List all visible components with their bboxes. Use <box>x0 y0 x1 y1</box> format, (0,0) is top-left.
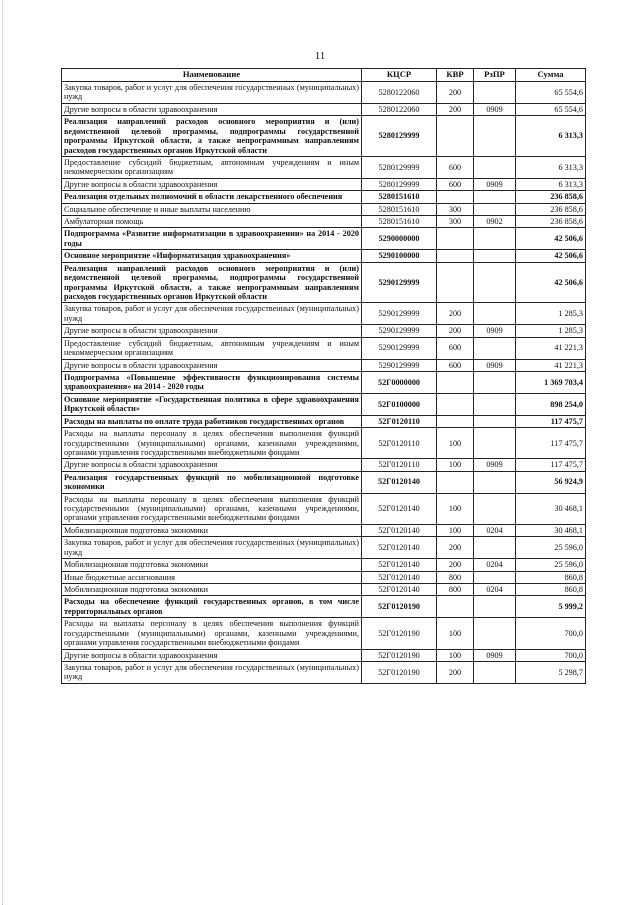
header-sum: Сумма <box>516 69 586 82</box>
row-rzpr <box>474 82 516 104</box>
row-kcsr: 5280129999 <box>362 178 437 190</box>
row-kcsr: 52Г0120190 <box>362 596 437 618</box>
row-name: Основное мероприятие «Информатизация здравоохранения» <box>62 250 362 262</box>
row-sum: 860,8 <box>516 571 586 583</box>
row-rzpr <box>474 618 516 649</box>
row-kcsr: 5280151610 <box>362 203 437 215</box>
row-rzpr: 0909 <box>474 649 516 661</box>
row-kvr: 200 <box>437 325 474 337</box>
header-kvr: КВР <box>437 69 474 82</box>
row-kvr <box>437 415 474 427</box>
row-rzpr: 0909 <box>474 459 516 471</box>
table-row <box>62 571 586 583</box>
row-kvr <box>437 250 474 262</box>
row-kcsr: 52Г0120140 <box>362 571 437 583</box>
row-name: Закупка товаров, работ и услуг для обеспечения государственных (муниципальных) нужд <box>62 303 362 325</box>
row-kcsr: 5290100000 <box>362 250 437 262</box>
row-kvr: 200 <box>437 82 474 104</box>
row-kcsr: 52Г0120140 <box>362 537 437 559</box>
row-sum: 1 369 703,4 <box>516 371 586 393</box>
table-row <box>62 371 586 393</box>
row-kcsr: 52Г0120110 <box>362 459 437 471</box>
row-kcsr: 5290129999 <box>362 359 437 371</box>
row-sum: 700,0 <box>516 618 586 649</box>
row-kvr: 100 <box>437 649 474 661</box>
table-row <box>62 250 586 262</box>
row-rzpr: 0902 <box>474 216 516 228</box>
table-row <box>62 524 586 536</box>
row-name: Реализация направлений расходов основного мероприятия и (или) ведомственной целевой программы, подпрограммы государственной программы Иркутской области, а также непрограммным направлениям расходов государственных органов Иркутской области <box>62 262 362 303</box>
row-rzpr <box>474 428 516 459</box>
row-rzpr: 0204 <box>474 583 516 595</box>
row-name: Предоставление субсидий бюджетным, автономным учреждениям и иным некоммерческим организациям <box>62 156 362 178</box>
row-kcsr: 52Г0120110 <box>362 428 437 459</box>
row-kvr: 800 <box>437 571 474 583</box>
row-rzpr: 0909 <box>474 359 516 371</box>
table-row <box>62 262 586 303</box>
row-kvr <box>437 262 474 303</box>
table-row <box>62 649 586 661</box>
row-name: Закупка товаров, работ и услуг для обеспечения государственных (муниципальных) нужд <box>62 82 362 104</box>
table-row <box>62 428 586 459</box>
row-rzpr: 0909 <box>474 103 516 115</box>
table-row <box>62 537 586 559</box>
row-kcsr: 52Г0120140 <box>362 493 437 524</box>
row-kvr: 100 <box>437 493 474 524</box>
row-sum: 236 858,6 <box>516 191 586 203</box>
row-name: Социальное обеспечение и иные выплаты населению <box>62 203 362 215</box>
row-kcsr: 5280129999 <box>362 156 437 178</box>
row-sum: 56 924,9 <box>516 471 586 493</box>
row-rzpr: 0204 <box>474 524 516 536</box>
row-kcsr: 52Г0120140 <box>362 524 437 536</box>
table-row <box>62 82 586 104</box>
row-rzpr <box>474 571 516 583</box>
table-row <box>62 116 586 157</box>
row-rzpr <box>474 393 516 415</box>
row-name: Другие вопросы в области здравоохранения <box>62 459 362 471</box>
row-rzpr <box>474 537 516 559</box>
row-sum: 898 254,0 <box>516 393 586 415</box>
row-kvr <box>437 228 474 250</box>
row-kcsr: 52Г0120190 <box>362 618 437 649</box>
table-row <box>62 325 586 337</box>
row-sum: 6 313,3 <box>516 178 586 190</box>
row-rzpr: 0909 <box>474 325 516 337</box>
row-sum: 30 468,1 <box>516 524 586 536</box>
row-sum: 25 596,0 <box>516 537 586 559</box>
row-name: Другие вопросы в области здравоохранения <box>62 325 362 337</box>
table-header-row <box>62 69 586 82</box>
row-kvr: 200 <box>437 303 474 325</box>
row-sum: 30 468,1 <box>516 493 586 524</box>
row-kvr: 600 <box>437 178 474 190</box>
row-rzpr <box>474 471 516 493</box>
row-kcsr: 5280151610 <box>362 216 437 228</box>
row-name: Мобилизационная подготовка экономики <box>62 559 362 571</box>
row-rzpr <box>474 191 516 203</box>
row-rzpr <box>474 415 516 427</box>
row-kvr: 600 <box>437 337 474 359</box>
row-rzpr <box>474 371 516 393</box>
row-name: Основное мероприятие «Государственная политика в сфере здравоохранения Иркутской области» <box>62 393 362 415</box>
row-kcsr: 52Г0120190 <box>362 661 437 683</box>
row-sum: 1 285,3 <box>516 325 586 337</box>
scan-edge <box>2 0 5 905</box>
row-rzpr <box>474 493 516 524</box>
row-name: Другие вопросы в области здравоохранения <box>62 359 362 371</box>
row-kcsr: 5290129999 <box>362 325 437 337</box>
table-row <box>62 583 586 595</box>
row-kcsr: 52Г0120190 <box>362 649 437 661</box>
row-kvr: 100 <box>437 428 474 459</box>
row-kcsr: 52Г0100000 <box>362 393 437 415</box>
row-kvr: 200 <box>437 559 474 571</box>
row-kvr: 300 <box>437 216 474 228</box>
row-kvr <box>437 371 474 393</box>
row-name: Закупка товаров, работ и услуг для обеспечения государственных (муниципальных) нужд <box>62 661 362 683</box>
row-kvr: 600 <box>437 359 474 371</box>
row-rzpr: 0909 <box>474 178 516 190</box>
row-sum: 6 313,3 <box>516 156 586 178</box>
row-name: Другие вопросы в области здравоохранения <box>62 103 362 115</box>
row-kvr: 100 <box>437 459 474 471</box>
row-kvr: 800 <box>437 583 474 595</box>
row-rzpr <box>474 228 516 250</box>
row-kcsr: 5290129999 <box>362 262 437 303</box>
row-kvr: 200 <box>437 537 474 559</box>
row-name: Другие вопросы в области здравоохранения <box>62 649 362 661</box>
row-sum: 6 313,3 <box>516 116 586 157</box>
row-rzpr <box>474 303 516 325</box>
row-kcsr: 52Г0120140 <box>362 471 437 493</box>
row-rzpr <box>474 116 516 157</box>
row-kcsr: 5290000000 <box>362 228 437 250</box>
row-name: Мобилизационная подготовка экономики <box>62 524 362 536</box>
row-name: Расходы на выплаты персоналу в целях обеспечения выполнения функций государственными (муниципальными) органами, казенными учреждениями, органами управления государственными внебюджетными фондами <box>62 493 362 524</box>
table-row <box>62 493 586 524</box>
row-kvr <box>437 393 474 415</box>
row-rzpr <box>474 250 516 262</box>
row-kvr <box>437 191 474 203</box>
table-row <box>62 228 586 250</box>
row-rzpr <box>474 262 516 303</box>
table-row <box>62 393 586 415</box>
row-sum: 42 506,6 <box>516 228 586 250</box>
row-name: Расходы на выплаты по оплате труда работников государственных органов <box>62 415 362 427</box>
row-kvr: 100 <box>437 524 474 536</box>
row-name: Предоставление субсидий бюджетным, автономным учреждениям и иным некоммерческим организациям <box>62 337 362 359</box>
table-row <box>62 359 586 371</box>
row-name: Расходы на обеспечение функций государственных органов, в том числе территориальных органов <box>62 596 362 618</box>
row-sum: 700,0 <box>516 649 586 661</box>
table-row <box>62 156 586 178</box>
table-row <box>62 203 586 215</box>
table-row <box>62 103 586 115</box>
row-kvr: 200 <box>437 661 474 683</box>
row-kcsr: 52Г0120140 <box>362 583 437 595</box>
row-sum: 236 858,6 <box>516 216 586 228</box>
row-name: Реализация государственных функций по мобилизационной подготовке экономики <box>62 471 362 493</box>
row-kvr <box>437 596 474 618</box>
page-number: 11 <box>314 50 326 62</box>
table-row <box>62 596 586 618</box>
table-row <box>62 471 586 493</box>
row-kcsr: 52Г0120140 <box>362 559 437 571</box>
row-kcsr: 5280151610 <box>362 191 437 203</box>
row-name: Расходы на выплаты персоналу в целях обеспечения выполнения функций государственными (муниципальными) органами, казенными учреждениями, органами управления государственными внебюджетными фондами <box>62 618 362 649</box>
row-name: Реализация отдельных полномочий в области лекарственного обеспечения <box>62 191 362 203</box>
row-sum: 65 554,6 <box>516 82 586 104</box>
table-row <box>62 618 586 649</box>
row-kvr: 300 <box>437 203 474 215</box>
row-kcsr: 5280122060 <box>362 103 437 115</box>
row-sum: 42 506,6 <box>516 262 586 303</box>
row-kvr <box>437 116 474 157</box>
table-row <box>62 559 586 571</box>
row-name: Подпрограмма «Развитие информатизации в здравоохранении» на 2014 - 2020 годы <box>62 228 362 250</box>
header-name: Наименование <box>62 69 362 82</box>
row-rzpr <box>474 156 516 178</box>
row-sum: 117 475,7 <box>516 459 586 471</box>
row-name: Закупка товаров, работ и услуг для обеспечения государственных (муниципальных) нужд <box>62 537 362 559</box>
row-kcsr: 5280122060 <box>362 82 437 104</box>
table-row <box>62 303 586 325</box>
row-name: Иные бюджетные ассигнования <box>62 571 362 583</box>
row-sum: 41 221,3 <box>516 359 586 371</box>
row-rzpr <box>474 596 516 618</box>
row-kcsr: 52Г0000000 <box>362 371 437 393</box>
row-kvr: 100 <box>437 618 474 649</box>
table-row <box>62 415 586 427</box>
row-name: Мобилизационная подготовка экономики <box>62 583 362 595</box>
row-sum: 41 221,3 <box>516 337 586 359</box>
row-rzpr <box>474 661 516 683</box>
row-rzpr <box>474 203 516 215</box>
table-row <box>62 661 586 683</box>
row-sum: 42 506,6 <box>516 250 586 262</box>
row-name: Реализация направлений расходов основного мероприятия и (или) ведомственной целевой программы, подпрограммы государственной программы Иркутской области, а также непрограммным направлениям расходов государственных органов Иркутской области <box>62 116 362 157</box>
row-sum: 25 596,0 <box>516 559 586 571</box>
row-sum: 236 858,6 <box>516 203 586 215</box>
row-kcsr: 5280129999 <box>362 116 437 157</box>
row-sum: 1 285,3 <box>516 303 586 325</box>
row-sum: 117 475,7 <box>516 428 586 459</box>
row-kcsr: 5290129999 <box>362 303 437 325</box>
header-rzpr: РзПР <box>474 69 516 82</box>
row-kcsr: 52Г0120110 <box>362 415 437 427</box>
row-kvr: 600 <box>437 156 474 178</box>
table-row <box>62 191 586 203</box>
row-sum: 5 298,7 <box>516 661 586 683</box>
row-kvr <box>437 471 474 493</box>
budget-table <box>61 68 586 684</box>
table-body <box>62 82 586 684</box>
row-sum: 5 999,2 <box>516 596 586 618</box>
table-row <box>62 337 586 359</box>
row-name: Другие вопросы в области здравоохранения <box>62 178 362 190</box>
row-rzpr <box>474 337 516 359</box>
header-kcsr: КЦСР <box>362 69 437 82</box>
row-sum: 65 554,6 <box>516 103 586 115</box>
row-name: Подпрограмма «Повышение эффективности функционирования системы здравоохранения» на 2014 - 2020 годы <box>62 371 362 393</box>
row-name: Амбулаторная помощь <box>62 216 362 228</box>
row-rzpr: 0204 <box>474 559 516 571</box>
table-row <box>62 178 586 190</box>
row-kcsr: 5290129999 <box>362 337 437 359</box>
table-row <box>62 216 586 228</box>
row-kvr: 200 <box>437 103 474 115</box>
row-sum: 117 475,7 <box>516 415 586 427</box>
row-sum: 860,8 <box>516 583 586 595</box>
row-name: Расходы на выплаты персоналу в целях обеспечения выполнения функций государственными (муниципальными) органами, казенными учреждениями, органами управления государственными внебюджетными фондами <box>62 428 362 459</box>
table-row <box>62 459 586 471</box>
